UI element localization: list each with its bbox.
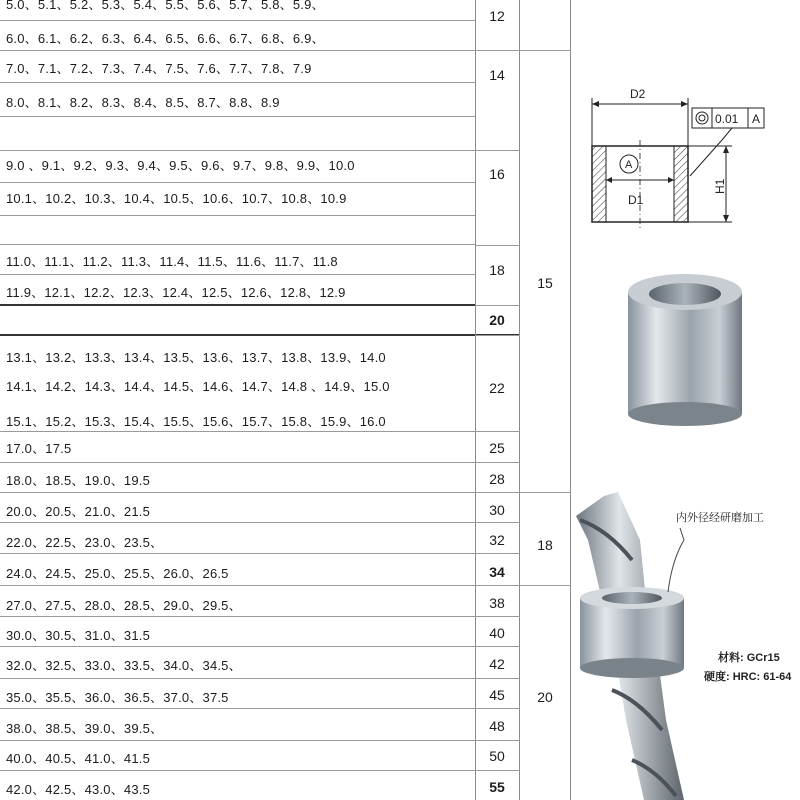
d2-divider [475, 585, 520, 586]
d1-size-list: 24.0、24.5、25.0、25.5、26.0、26.5 [6, 566, 229, 581]
d2-value: 38 [489, 595, 505, 611]
h1-value: 20 [537, 689, 553, 705]
h1-label: H1 [713, 178, 727, 194]
material-spec: 材料: GCr15 [718, 652, 780, 664]
d1-label: D1 [628, 193, 644, 207]
drill-photo [576, 492, 684, 800]
d1-size-list: 40.0、40.5、41.0、41.5 [6, 751, 151, 766]
row-divider [0, 244, 475, 245]
row-divider [0, 770, 475, 771]
d1-size-list: 17.0、17.5 [6, 441, 72, 456]
row-divider [0, 616, 475, 617]
row-divider [0, 274, 475, 275]
column-divider [519, 0, 520, 800]
d2-value: 30 [489, 502, 505, 518]
d2-divider [475, 150, 520, 151]
d2-value: 50 [489, 748, 505, 764]
tolerance-datum: A [752, 112, 761, 126]
d2-value: 25 [489, 440, 505, 456]
svg-text:A: A [625, 159, 633, 171]
h1-group-divider [519, 50, 571, 51]
row-divider [0, 182, 475, 183]
d2-value: 40 [489, 625, 505, 641]
d2-value: 48 [489, 718, 505, 734]
row-divider [0, 150, 475, 151]
row-divider [0, 50, 475, 51]
d1-size-list: 13.1、13.2、13.3、13.4、13.5、13.6、13.7、13.8、13.9、14.0 [6, 350, 386, 365]
d1-size-list: 14.1、14.2、14.3、14.4、14.5、14.6、14.7、14.8 、14.9、15.0 [6, 379, 390, 394]
d2-divider [475, 522, 520, 523]
d2-value: 28 [489, 471, 505, 487]
hardness-spec: 硬度: HRC: 61-64 [704, 671, 792, 683]
row-divider [0, 553, 475, 554]
d2-value: 18 [489, 262, 505, 278]
d1-size-list: 22.0、22.5、23.0、23.5、 [6, 535, 164, 550]
d2-value: 22 [489, 380, 505, 396]
row-divider [0, 708, 475, 709]
d1-size-list: 9.0 、9.1、9.2、9.3、9.4、9.5、9.6、9.7、9.8、9.9、10.0 [6, 158, 355, 173]
d2-divider [475, 770, 520, 771]
row-divider [0, 585, 475, 586]
row-divider [0, 116, 475, 117]
d2-divider [475, 616, 520, 617]
row-divider [0, 522, 475, 523]
d2-divider [475, 678, 520, 679]
d1-size-list: 42.0、42.5、43.0、43.5 [6, 782, 151, 797]
d1-size-list: 11.9、12.1、12.2、12.3、12.4、12.5、12.6、12.8、12.9 [6, 285, 346, 300]
h1-value: 15 [537, 275, 553, 291]
d1-size-list: 27.0、27.5、28.0、28.5、29.0、29.5、 [6, 598, 242, 613]
d2-divider [475, 431, 520, 432]
d2-divider [475, 708, 520, 709]
bushing-photo [628, 274, 742, 426]
column-divider [475, 0, 476, 800]
d1-size-list: 20.0、20.5、21.0、21.5 [6, 504, 151, 519]
row-divider [0, 678, 475, 679]
row-divider [0, 646, 475, 647]
d2-value: 34 [489, 564, 505, 580]
d2-value: 45 [489, 687, 505, 703]
row-divider [0, 740, 475, 741]
d1-size-list: 5.0、5.1、5.2、5.3、5.4、5.5、5.6、5.7、5.8、5.9、 [6, 0, 325, 12]
d1-size-list: 6.0、6.1、6.2、6.3、6.4、6.5、6.6、6.7、6.8、6.9、 [6, 31, 325, 46]
d2-value: 14 [489, 67, 505, 83]
d1-size-list: 7.0、7.1、7.2、7.3、7.4、7.5、7.6、7.7、7.8、7.9 [6, 61, 312, 76]
row-divider [0, 82, 475, 83]
d2-value: 20 [489, 312, 505, 328]
row-divider [0, 334, 520, 336]
d1-size-list: 38.0、38.5、39.0、39.5、 [6, 721, 164, 736]
d2-value: 12 [489, 8, 505, 24]
d2-divider [475, 553, 520, 554]
row-divider [0, 215, 475, 216]
illustration-panel [572, 0, 800, 800]
d2-label: D2 [630, 87, 646, 101]
d1-size-list: 8.0、8.1、8.2、8.3、8.4、8.5、8.7、8.8、8.9 [6, 95, 280, 110]
column-divider [570, 0, 571, 800]
d2-divider [475, 646, 520, 647]
d2-value: 55 [489, 779, 505, 795]
row-divider [0, 20, 475, 21]
d2-value: 32 [489, 532, 505, 548]
d1-size-list: 32.0、32.5、33.0、33.5、34.0、34.5、 [6, 658, 242, 673]
bushing-drawing [572, 0, 800, 800]
d2-divider [475, 245, 520, 246]
d2-divider [475, 462, 520, 463]
h1-group-divider [519, 492, 571, 493]
tolerance-value: 0.01 [715, 112, 739, 126]
row-divider [0, 462, 475, 463]
row-divider [0, 431, 475, 432]
d1-size-list: 15.1、15.2、15.3、15.4、15.5、15.6、15.7、15.8、15.9、16.0 [6, 414, 386, 429]
callout-title: 内外径经研磨加工 [676, 512, 764, 524]
row-divider [0, 492, 475, 493]
d1-size-list: 30.0、30.5、31.0、31.5 [6, 628, 151, 643]
d2-divider [475, 335, 520, 336]
d1-size-list: 10.1、10.2、10.3、10.4、10.5、10.6、10.7、10.8、10.9 [6, 191, 347, 206]
d2-divider [475, 50, 520, 51]
d2-value: 16 [489, 166, 505, 182]
h1-group-divider [519, 585, 571, 586]
d2-divider [475, 305, 520, 306]
h1-value: 18 [537, 537, 553, 553]
d2-value: 42 [489, 656, 505, 672]
row-divider [0, 304, 475, 306]
d1-size-list: 18.0、18.5、19.0、19.5 [6, 473, 151, 488]
d1-size-list: 35.0、35.5、36.0、36.5、37.0、37.5 [6, 690, 229, 705]
d2-divider [475, 492, 520, 493]
d2-divider [475, 740, 520, 741]
d1-size-list: 11.0、11.1、11.2、11.3、11.4、11.5、11.6、11.7、11.8 [6, 254, 338, 269]
